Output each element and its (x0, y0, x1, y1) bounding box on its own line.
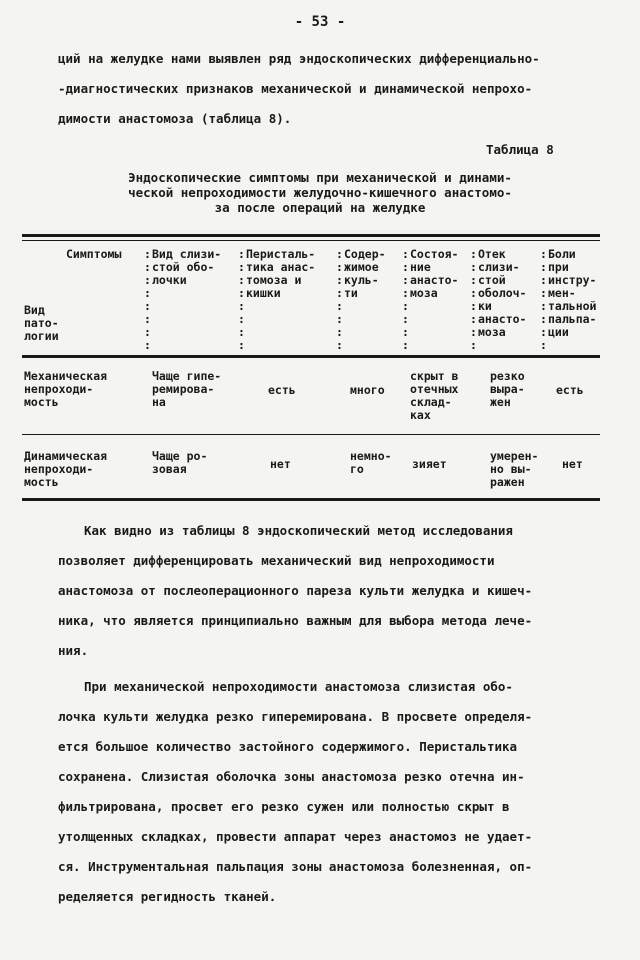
table-top-rule-thin (22, 240, 600, 241)
table-cell: умерен- но вы- ражен (490, 449, 539, 489)
table-cell: резко выра- жен (490, 369, 525, 409)
table-cell: Чаще ро- зовая (152, 449, 208, 476)
header-symptoms: Симптомы (66, 247, 122, 261)
column-separator: : : : : : : : : (336, 247, 343, 352)
header-anastomosis-state: Состоя- ние анасто- моза (410, 247, 459, 300)
header-palpation-pain: Боли при инстру- мен- тальной пальпа- ции (548, 247, 597, 339)
text-line: позволяет дифференцировать механический вид непроходимости (58, 553, 495, 568)
table-bottom-rule (22, 498, 600, 501)
table-row-rule (22, 434, 600, 435)
caption-line: Эндоскопические симптомы при механической и динами- (128, 170, 512, 185)
caption-line: ческой непроходимости желудочно-кишечного анастомо- (128, 185, 512, 200)
column-separator: : : : : : : : : (238, 247, 245, 352)
text-line: ется большое количество застойного содержимого. Перистальтика (58, 739, 518, 754)
caption-line: за после операций на желудке (214, 200, 426, 215)
text-line: утолщенных складках, провести аппарат через анастомоз не удает- (58, 829, 533, 844)
header-pathology-type: Вид пато- логии (24, 303, 59, 343)
text-line: ций на желудке нами выявлен ряд эндоскопических дифференциально- (58, 51, 540, 66)
text-line: сохранена. Слизистая оболочка зоны анастомоза резко отечна ин- (58, 769, 525, 784)
text-line: димости анастомоза (таблица 8). (58, 111, 292, 126)
table-cell: немно- го (350, 449, 392, 476)
header-mucosal-edema: Отек слизи- стой оболоч- ки анасто- моза (478, 247, 527, 339)
header-mucosa-appearance: Вид слизи- стой обо- лочки (152, 247, 222, 287)
table-cell: есть (268, 383, 296, 397)
table-cell: есть (556, 383, 584, 397)
table-cell: нет (562, 457, 583, 471)
table-cell: скрыт в отечных склад- ках (410, 369, 459, 422)
text-line: -диагностических признаков механической и динамической непрохо- (58, 81, 533, 96)
body-paragraph-2 (58, 672, 598, 912)
text-line: фильтрирована, просвет его резко сужен или полностью скрыт в (58, 799, 510, 814)
table-label: Таблица 8 (486, 142, 554, 157)
header-stump-contents: Содер- жимое куль- ти (344, 247, 386, 300)
text-line: Как видно из таблицы 8 эндоскопический метод исследования (84, 523, 513, 538)
row-dynamic-pathology: Динамическая непроходи- мость (24, 449, 108, 489)
text-line: ределяется регидность тканей. (58, 889, 277, 904)
text-line: ника, что является принципиально важным для выбора метода лече- (58, 613, 533, 628)
table-cell: нет (270, 457, 291, 471)
table-cell: Чаще гипе- ремирова- на (152, 369, 222, 409)
column-separator: : : : : : : : : (470, 247, 477, 352)
column-separator: : : : : : : : : (402, 247, 409, 352)
text-line: лочка культи желудка резко гиперемирована. В просвете определя- (58, 709, 533, 724)
column-separator: : : : : : : : : (540, 247, 547, 352)
header-peristalsis: Перисталь- тика анас- томоза и кишки (246, 247, 316, 300)
intro-paragraph (58, 44, 598, 134)
body-paragraph-1 (58, 516, 598, 666)
table-header-rule (22, 355, 600, 358)
text-line: ся. Инструментальная пальпация зоны анастомоза болезненная, оп- (58, 859, 533, 874)
page-number: - 53 - (294, 14, 346, 30)
table-cell: зияет (412, 457, 447, 471)
text-line: При механической непроходимости анастомоза слизистая обо- (84, 679, 513, 694)
column-separator: : : : : : : : : (144, 247, 151, 352)
table-top-rule (22, 234, 600, 237)
table-cell: много (350, 383, 385, 397)
text-line: анастомоза от послеоперационного пареза культи желудка и кишеч- (58, 583, 533, 598)
text-line: ния. (58, 643, 89, 658)
row-mechanical-pathology: Механическая непроходи- мость (24, 369, 108, 409)
table-caption (60, 170, 580, 215)
